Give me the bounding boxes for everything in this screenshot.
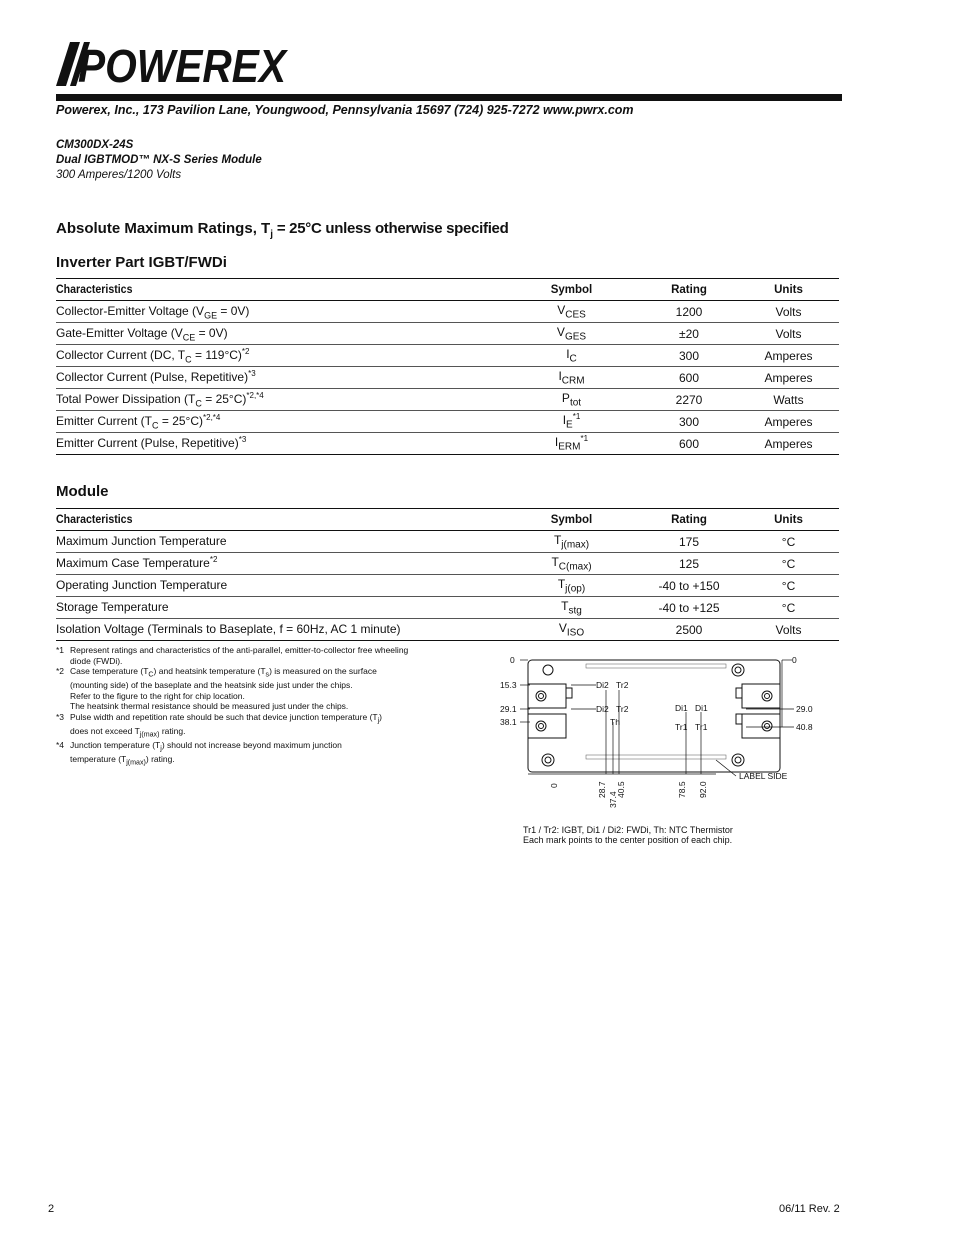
cell-rating: 175 (614, 531, 764, 553)
cell-characteristic: Emitter Current $(T_C = 25^\circ C)^{*2,*4}$ (56, 411, 529, 433)
part-rating: 300 Amperes/1200 Volts (56, 169, 182, 181)
footnote-2: *2 Case temperature $(T_C)$ and heatsink temperature $(T_s)$ is measured on the surface (mounting side) of the baseplate and the heatsink side just under the chips. Refer to the figure to the right for chip location. The heatsink thermal resistance should be measured just under the chips. (56, 666, 377, 712)
header-characteristics: Characteristics (56, 509, 491, 531)
chip-label: Tr1 (675, 722, 688, 732)
module-row (56, 597, 839, 619)
inverter-row (56, 433, 839, 455)
absolute-ratings-title: Absolute Maximum Ratings, $T_j = 25^\circ C$ unless otherwise specified (56, 220, 509, 240)
label-side-text: LABEL SIDE (739, 771, 788, 781)
dim-bottom-40-5: 40.5 (616, 781, 626, 798)
cell-characteristic: Maximum Case Temperature$^{*2}$ (56, 553, 529, 575)
dim-bottom-92-0: 92.0 (698, 781, 708, 798)
diagram-caption: Tr1 / Tr2: IGBT, Di1 / Di2: FWDi, Th: NTC Thermistor Each mark points to the center position of each chip. (523, 825, 733, 845)
terminal-block (742, 714, 780, 738)
cell-symbol: $T_{C(max)}$ (529, 553, 614, 575)
header-rating: Rating (614, 279, 764, 301)
cell-rating: 125 (614, 553, 764, 575)
page-number: 2 (48, 1203, 55, 1215)
cell-characteristic: Emitter Current (Pulse, Repetitive)$^{*3}$ (56, 433, 529, 455)
mounting-hole (732, 754, 744, 766)
table-header-row (56, 509, 839, 531)
cell-rating: 2500 (614, 619, 764, 641)
part-info (56, 138, 262, 183)
footnote-1: *1 Represent ratings and characteristics of the anti-parallel, emitter-to-collector free wheeling diode (FWDi). (56, 645, 409, 666)
header-symbol: Symbol (529, 279, 614, 301)
inverter-row (56, 301, 839, 323)
chip-label: Di2 (596, 680, 609, 690)
chip-label: Di1 (695, 703, 708, 713)
cell-symbol: $P_{tot}$ (529, 389, 614, 411)
header-units: Units (764, 509, 839, 531)
inverter-section-title: Inverter Part IGBT/FWDi (56, 254, 227, 271)
cell-rating: 300 (614, 345, 764, 367)
cell-rating: -40 to +150 (614, 575, 764, 597)
part-number: CM300DX-24S (56, 139, 134, 151)
chip-label: Di1 (675, 703, 688, 713)
company-line: Powerex, Inc., 173 Pavilion Lane, Youngwood, Pennsylvania 15697 (724) 925-7272 www.pwrx.com (56, 103, 634, 117)
cell-units: Amperes (764, 345, 839, 367)
revision-label: 06/11 Rev. 2 (779, 1203, 840, 1215)
pin-row-bottom (586, 755, 726, 759)
terminal-block (528, 684, 566, 708)
cell-characteristic: Storage Temperature (56, 597, 529, 619)
header-characteristics: Characteristics (56, 279, 491, 301)
cell-symbol: $T_{j(max)}$ (529, 531, 614, 553)
header-rule (56, 94, 842, 101)
cell-units: Watts (764, 389, 839, 411)
dim-right-40-8: 40.8 (796, 722, 813, 732)
inverter-row (56, 345, 839, 367)
pin-row-top (586, 664, 726, 668)
cell-rating: -40 to +125 (614, 597, 764, 619)
chip-label-thermistor: Th (610, 717, 620, 727)
cell-units: Amperes (764, 411, 839, 433)
powerex-logo (56, 40, 289, 92)
part-description: Dual IGBTMOD™ NX-S Series Module (56, 154, 262, 166)
mounting-hole (732, 664, 744, 676)
dim-bottom-0: 0 (549, 783, 559, 788)
module-row (56, 531, 839, 553)
cell-units: Volts (764, 301, 839, 323)
mounting-hole (543, 665, 553, 675)
cell-units: °C (764, 575, 839, 597)
header-symbol: Symbol (529, 509, 614, 531)
cell-symbol: $I_{CRM}$ (529, 367, 614, 389)
cell-units: Volts (764, 323, 839, 345)
cell-units: Volts (764, 619, 839, 641)
cell-units: °C (764, 597, 839, 619)
module-row (56, 575, 839, 597)
cell-symbol: $V_{GES}$ (529, 323, 614, 345)
cell-units: °C (764, 553, 839, 575)
dim-right-29-0: 29.0 (796, 704, 813, 714)
logo-text: POWEREX (78, 40, 289, 92)
dim-left-0: 0 (510, 655, 515, 665)
chip-label: Tr2 (616, 680, 629, 690)
terminal-block (742, 684, 780, 708)
cell-characteristic: Collector Current (Pulse, Repetitive)$^{*3}$ (56, 367, 529, 389)
module-row (56, 619, 839, 641)
dim-bottom-37-4: 37.4 (608, 791, 618, 808)
chip-location-diagram (496, 650, 826, 808)
chip-label: Tr1 (695, 722, 708, 732)
cell-units: Amperes (764, 367, 839, 389)
mounting-hole (542, 754, 554, 766)
cell-rating: 1200 (614, 301, 764, 323)
cell-characteristic: Operating Junction Temperature (56, 575, 529, 597)
cell-symbol: $T_{stg}$ (529, 597, 614, 619)
inverter-row (56, 367, 839, 389)
cell-units: Amperes (764, 433, 839, 455)
cell-characteristic: Isolation Voltage (Terminals to Baseplate, f = 60Hz, AC 1 minute) (56, 619, 529, 641)
inverter-row (56, 389, 839, 411)
cell-characteristic: Collector Current (DC, $T_C = 119^\circ C)^{*2}$ (56, 345, 529, 367)
footnote-3: *3 Pulse width and repetition rate should be such that device junction temperature $(T_j)$ does not exceed $T_{j(max)}$ rating. (56, 711, 383, 739)
cell-symbol: $I_E^{*1}$ (529, 411, 614, 433)
cell-characteristic: Gate-Emitter Voltage $(V_{CE} = 0V)$ (56, 323, 529, 345)
cell-characteristic: Collector-Emitter Voltage $(V_{GE} = 0V)$ (56, 301, 529, 323)
header-units: Units (764, 279, 839, 301)
dim-right-0: 0 (792, 655, 797, 665)
inverter-row (56, 323, 839, 345)
cell-rating: 2270 (614, 389, 764, 411)
inverter-row (56, 411, 839, 433)
cell-characteristic: Maximum Junction Temperature (56, 531, 529, 553)
module-row (56, 553, 839, 575)
inverter-ratings-table (56, 278, 839, 455)
table-header-row (56, 279, 839, 301)
footnotes (56, 645, 456, 768)
chip-label: Tr2 (616, 704, 629, 714)
cell-characteristic: Total Power Dissipation $(T_C = 25^\circ C)^{*2,*4}$ (56, 389, 529, 411)
footnote-4: *4 Junction temperature $(T_j)$ should not increase beyond maximum junction temperature $(T_{j(max)})$ rating. (56, 740, 342, 767)
chip-label: Di2 (596, 704, 609, 714)
dim-left-29-1: 29.1 (500, 704, 517, 714)
cell-symbol: $I_C$ (529, 345, 614, 367)
cell-rating: 600 (614, 433, 764, 455)
cell-symbol: $V_{CES}$ (529, 301, 614, 323)
cell-units: °C (764, 531, 839, 553)
module-section-title: Module (56, 483, 109, 500)
header-rating: Rating (614, 509, 764, 531)
module-ratings-table (56, 508, 839, 641)
dim-left-38-1: 38.1 (500, 717, 517, 727)
terminal-block (528, 714, 566, 738)
cell-rating: 300 (614, 411, 764, 433)
cell-symbol: $T_{j(op)}$ (529, 575, 614, 597)
dim-left-15-3: 15.3 (500, 680, 517, 690)
dim-bottom-78-5: 78.5 (677, 781, 687, 798)
cell-rating: ±20 (614, 323, 764, 345)
cell-rating: 600 (614, 367, 764, 389)
cell-symbol: $V_{ISO}$ (529, 619, 614, 641)
dim-bottom-28-7: 28.7 (597, 781, 607, 798)
dimension-labels (500, 655, 813, 808)
chip-labels (596, 680, 788, 781)
cell-symbol: $I_{ERM}^{*1}$ (529, 433, 614, 455)
